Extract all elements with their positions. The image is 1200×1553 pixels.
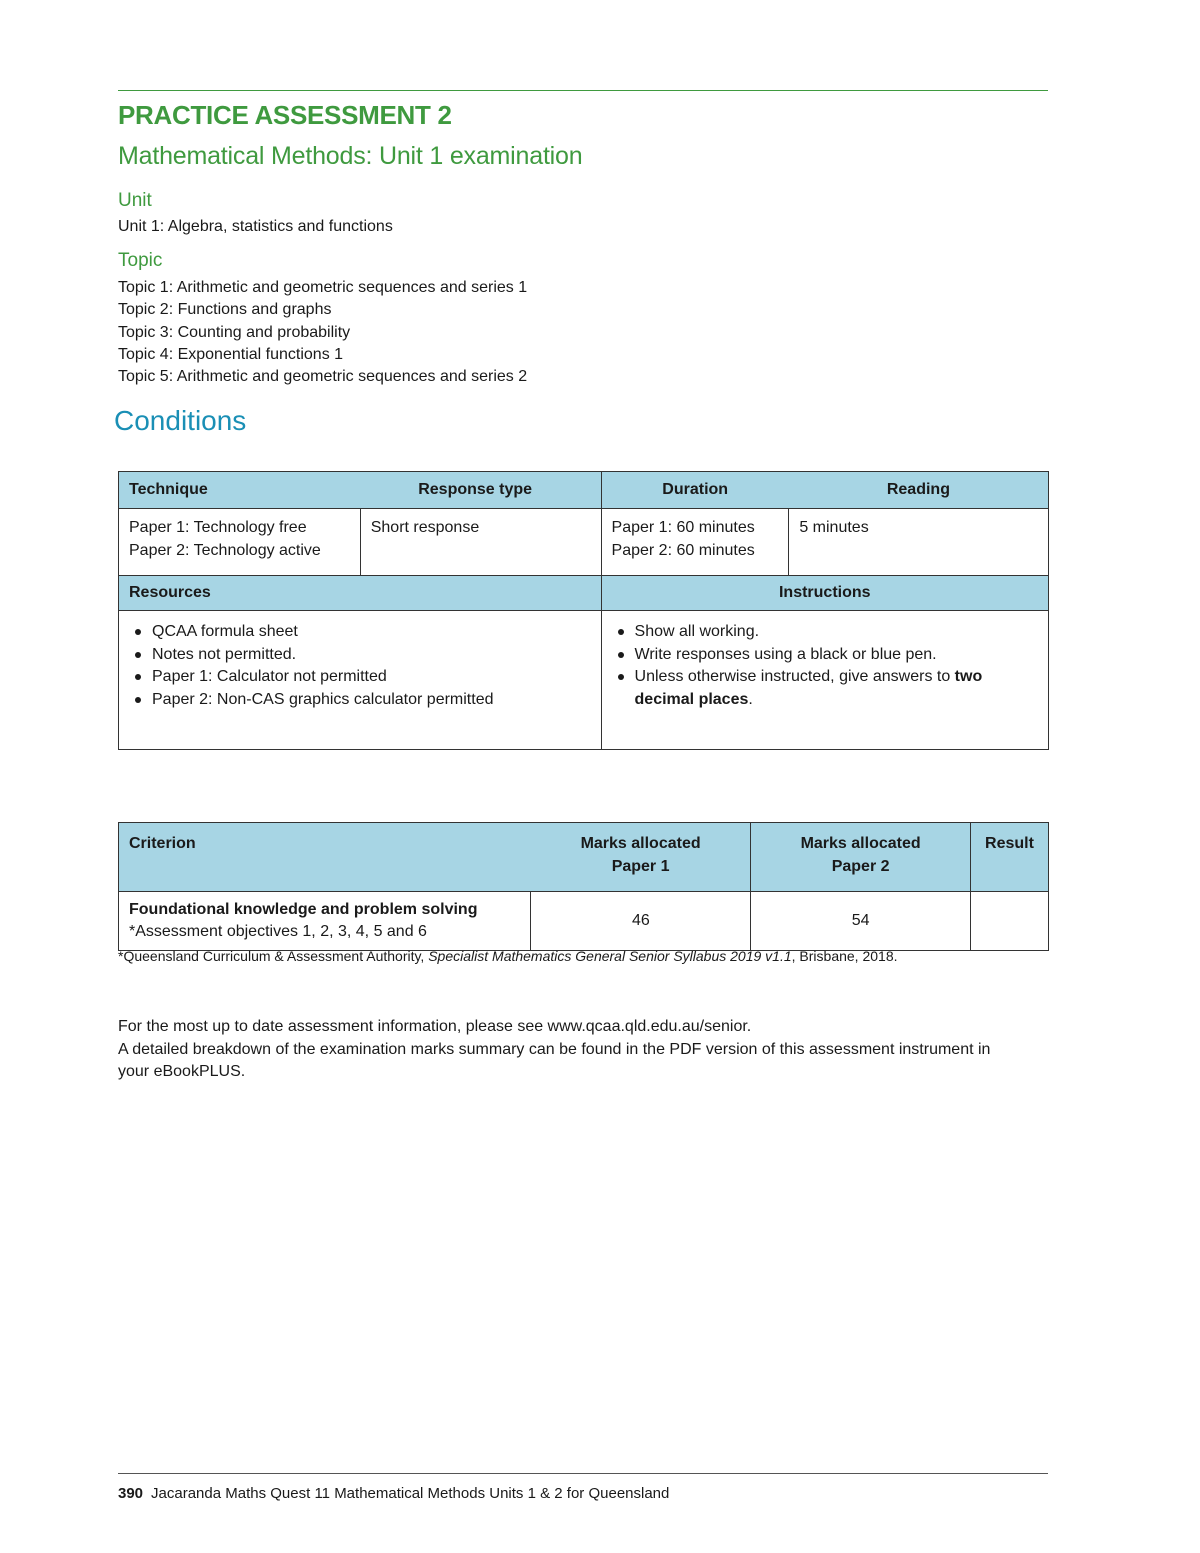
resource-item: QCAA formula sheet: [129, 621, 591, 644]
page-footer: [118, 1485, 669, 1502]
footnote-text: , Brisbane, 2018.: [791, 948, 898, 964]
bottom-rule: [118, 1473, 1048, 1474]
footnote-text: *Queensland Curriculum & Assessment Authority,: [118, 948, 429, 964]
criterion-cell: [119, 892, 531, 951]
response-type-cell: Short response: [360, 509, 601, 576]
criterion-header: Criterion: [119, 823, 531, 892]
resource-item: Notes not permitted.: [129, 644, 591, 667]
topic-list: [118, 277, 527, 388]
paper1-marks-header: [531, 823, 751, 892]
reading-header: Reading: [789, 472, 1049, 509]
technique-line: Paper 2: Technology active: [129, 541, 321, 559]
criterion-objectives: *Assessment objectives 1, 2, 3, 4, 5 and 6: [129, 923, 427, 940]
resources-list: [129, 621, 591, 711]
conditions-heading: Conditions: [114, 405, 247, 436]
topic-heading: Topic: [118, 250, 163, 271]
topic-item: Topic 3: Counting and probability: [118, 323, 351, 341]
topic-item: Topic 2: Functions and graphs: [118, 301, 332, 319]
resource-item: Paper 2: Non-CAS graphics calculator permitted: [129, 689, 591, 712]
duration-line: Paper 2: 60 minutes: [611, 541, 755, 559]
book-title: Jacaranda Maths Quest 11 Mathematical Methods Units 1 & 2 for Queensland: [151, 1485, 670, 1502]
criterion-name: Foundational knowledge and problem solving: [129, 900, 478, 918]
result-header: Result: [971, 823, 1049, 892]
instructions-cell: [601, 611, 1048, 750]
instruction-item: Write responses using a black or blue pen.: [612, 644, 1038, 667]
instruction-item: [612, 666, 1038, 711]
result-cell: [971, 892, 1049, 951]
instruction-bold-text: two decimal places: [634, 668, 983, 708]
paper1-header-line: Paper 1: [611, 857, 670, 875]
topic-item: Topic 4: Exponential functions 1: [118, 345, 344, 363]
topic-item: Topic 1: Arithmetic and geometric sequences and series 1: [118, 279, 528, 296]
technique-cell: [119, 509, 361, 576]
instructions-list: [612, 621, 1038, 711]
topic-item: Topic 5: Arithmetic and geometric sequences and series 2: [118, 368, 528, 386]
instruction-item: Show all working.: [612, 621, 1038, 644]
paper2-marks-header: [751, 823, 971, 892]
paper2-header-line: Paper 2: [831, 857, 890, 875]
criteria-table: [118, 822, 1049, 951]
paper1-header-line: Marks allocated: [580, 835, 701, 852]
info-line: For the most up to date assessment information, please see www.qcaa.qld.edu.au/senior.: [118, 1018, 752, 1035]
resource-item: Paper 1: Calculator not permitted: [129, 666, 591, 689]
unit-text: Unit 1: Algebra, statistics and functions: [118, 218, 393, 235]
reading-cell: 5 minutes: [789, 509, 1049, 576]
technique-line: Paper 1: Technology free: [129, 519, 307, 536]
duration-cell: [601, 509, 789, 576]
footnote: [118, 948, 898, 964]
info-line: A detailed breakdown of the examination marks summary can be found in the PDF version of this assessment instrument in your eBookPLUS.: [118, 1040, 991, 1080]
duration-header: Duration: [601, 472, 789, 509]
response-type-header: Response type: [360, 472, 601, 509]
paper1-marks-cell: 46: [531, 892, 751, 951]
page-number: 390: [118, 1485, 144, 1502]
paper2-marks-cell: 54: [751, 892, 971, 951]
instructions-header: Instructions: [601, 576, 1048, 611]
top-rule: [118, 90, 1048, 91]
instruction-text: Unless otherwise instructed, give answers to: [634, 668, 955, 685]
paper2-header-line: Marks allocated: [800, 835, 921, 852]
footnote-italic: Specialist Mathematics General Senior Syllabus 2019 v1.1: [428, 948, 792, 964]
page-subtitle: Mathematical Methods: Unit 1 examination: [118, 142, 583, 170]
unit-heading: Unit: [118, 190, 152, 211]
conditions-table: [118, 471, 1049, 750]
resources-header: Resources: [119, 576, 602, 611]
info-block: [118, 1016, 1018, 1084]
technique-header: Technique: [119, 472, 361, 509]
instruction-text: .: [748, 690, 753, 708]
page-title: PRACTICE ASSESSMENT 2: [118, 100, 452, 130]
resources-cell: [119, 611, 602, 750]
duration-line: Paper 1: 60 minutes: [611, 519, 755, 536]
